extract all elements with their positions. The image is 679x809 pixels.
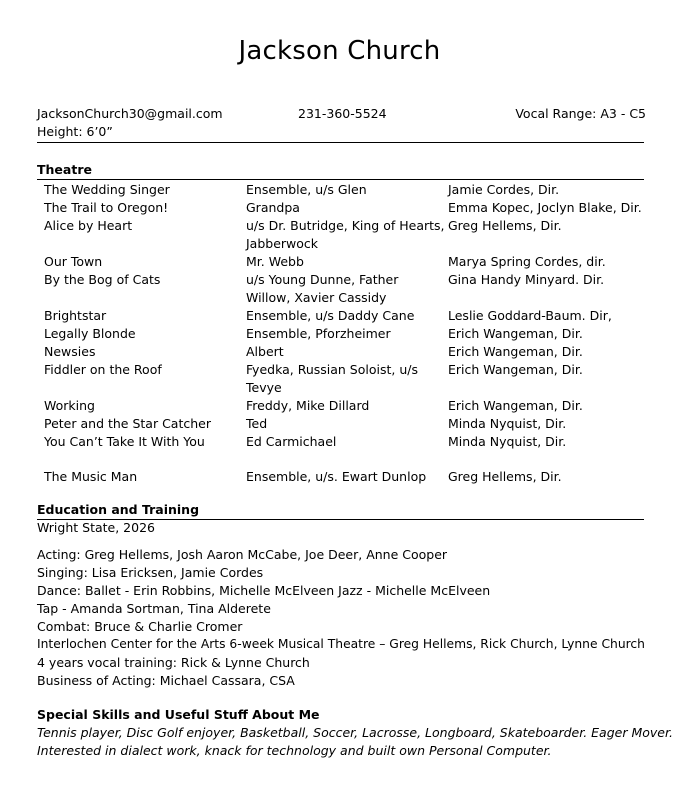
theatre-show-title: You Can’t Take It With You: [44, 434, 205, 449]
theatre-director: Erich Wangeman, Dir.: [448, 398, 583, 413]
theatre-show-title: Brightstar: [44, 308, 107, 323]
theatre-show-title: Newsies: [44, 344, 96, 359]
theatre-role: Jabberwock: [246, 236, 319, 251]
theatre-director: Marya Spring Cordes, dir.: [448, 254, 606, 269]
theatre-director: Leslie Goddard-Baum. Dir,: [448, 308, 612, 323]
theatre-show-title: Peter and the Star Catcher: [44, 416, 211, 431]
theatre-director: Erich Wangeman, Dir.: [448, 344, 583, 359]
theatre-director: Gina Handy Minyard. Dir.: [448, 272, 605, 287]
theatre-director: Erich Wangeman, Dir.: [448, 326, 583, 341]
theatre-heading: Theatre: [37, 162, 92, 177]
theatre-director: Minda Nyquist, Dir.: [448, 416, 567, 431]
theatre-show-title: Fiddler on the Roof: [44, 362, 162, 377]
education-heading: Education and Training: [37, 502, 200, 517]
height-text: Height: 6’0”: [37, 124, 113, 139]
training-line: 4 years vocal training: Rick & Lynne Church: [37, 655, 310, 670]
theatre-show-title: The Music Man: [44, 469, 138, 484]
training-line: Dance: Ballet - Erin Robbins, Michelle McElveen Jazz - Michelle McElveen: [37, 583, 491, 598]
theatre-director: Erich Wangeman, Dir.: [448, 362, 583, 377]
training-line: Acting: Greg Hellems, Josh Aaron McCabe, Joe Deer, Anne Cooper: [37, 547, 448, 562]
theatre-role: Ensemble, u/s. Ewart Dunlop: [246, 469, 427, 484]
email-text: JacksonChurch30@gmail.com: [37, 106, 223, 121]
theatre-show-title: The Trail to Oregon!: [44, 200, 169, 215]
vocal-range-text: Vocal Range: A3 - C5: [515, 106, 646, 121]
theatre-director: Greg Hellems, Dir.: [448, 218, 562, 233]
skills-line: Tennis player, Disc Golf enjoyer, Basketball, Soccer, Lacrosse, Longboard, Skateboarder. Eager Mover.: [37, 725, 673, 740]
skills-heading: Special Skills and Useful Stuff About Me: [37, 707, 320, 722]
theatre-director: Minda Nyquist, Dir.: [448, 434, 567, 449]
theatre-show-title: Working: [44, 398, 95, 413]
training-line: Singing: Lisa Ericksen, Jamie Cordes: [37, 565, 264, 580]
theatre-role: Ted: [246, 416, 268, 431]
theatre-role: Fyedka, Russian Soloist, u/s: [246, 362, 418, 377]
theatre-role: u/s Dr. Butridge, King of Hearts,: [246, 218, 445, 233]
theatre-role: Freddy, Mike Dillard: [246, 398, 370, 413]
theatre-role: Ensemble, u/s Glen: [246, 182, 367, 197]
training-line: Tap - Amanda Sortman, Tina Alderete: [37, 601, 271, 616]
theatre-director: Jamie Cordes, Dir.: [448, 182, 560, 197]
divider: [37, 179, 644, 180]
theatre-role: Grandpa: [246, 200, 300, 215]
theatre-director: Emma Kopec, Joclyn Blake, Dir.: [448, 200, 642, 215]
training-line: Combat: Bruce & Charlie Cromer: [37, 619, 243, 634]
theatre-show-title: Alice by Heart: [44, 218, 133, 233]
training-line: Interlochen Center for the Arts 6-week Musical Theatre – Greg Hellems, Rick Church, Lynne Church: [37, 637, 645, 651]
theatre-show-title: The Wedding Singer: [44, 182, 170, 197]
theatre-role: Mr. Webb: [246, 254, 304, 269]
theatre-show-title: By the Bog of Cats: [44, 272, 161, 287]
education-school: Wright State, 2026: [37, 520, 155, 535]
skills-line: Interested in dialect work, knack for technology and built own Personal Computer.: [37, 743, 552, 758]
page-title: Jackson Church: [238, 36, 441, 66]
phone-text: 231-360-5524: [298, 106, 387, 121]
theatre-role: Tevye: [246, 380, 282, 395]
theatre-director: Greg Hellems, Dir.: [448, 469, 562, 484]
divider: [37, 519, 644, 520]
theatre-show-title: Our Town: [44, 254, 103, 269]
theatre-show-title: Legally Blonde: [44, 326, 136, 341]
theatre-role: Ensemble, u/s Daddy Cane: [246, 308, 415, 323]
training-line: Business of Acting: Michael Cassara, CSA: [37, 673, 295, 688]
divider: [37, 142, 644, 143]
theatre-role: Ensemble, Pforzheimer: [246, 326, 391, 341]
theatre-role: Ed Carmichael: [246, 434, 337, 449]
theatre-role: u/s Young Dunne, Father: [246, 272, 399, 287]
theatre-role: Albert: [246, 344, 284, 359]
theatre-role: Willow, Xavier Cassidy: [246, 290, 387, 305]
